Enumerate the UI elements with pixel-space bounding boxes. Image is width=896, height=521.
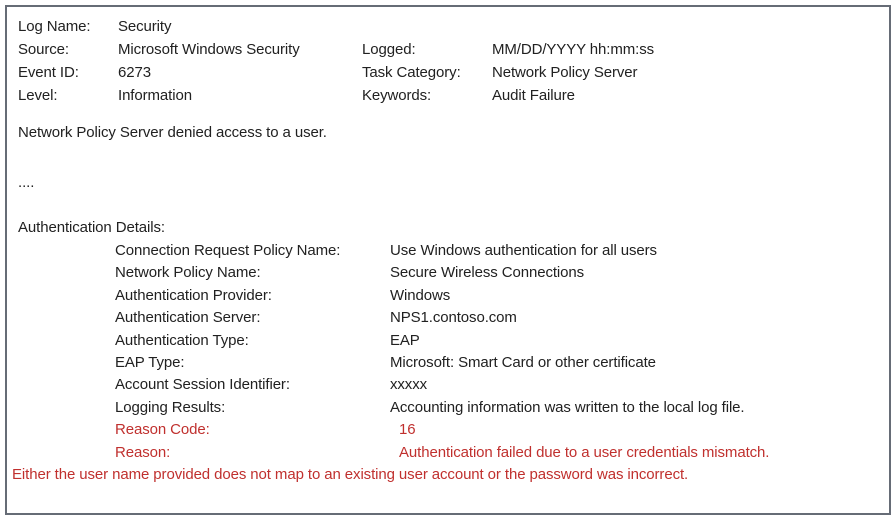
level-value: Information xyxy=(118,87,192,104)
ellipsis-text: .... xyxy=(18,174,35,191)
detail-value: Windows xyxy=(390,286,451,304)
event-description: Network Policy Server denied access to a user. xyxy=(18,124,327,141)
detail-row-reason xyxy=(18,442,875,464)
detail-label: Network Policy Name: xyxy=(115,264,261,282)
keywords-label: Keywords: xyxy=(362,87,432,104)
reason-label: Reason: xyxy=(115,443,171,461)
detail-row-authentication-provider xyxy=(18,285,875,307)
detail-row-eap-type xyxy=(18,352,875,374)
log-name-row xyxy=(18,15,875,38)
event-log-frame xyxy=(5,5,891,515)
logged-label: Logged: xyxy=(362,41,416,58)
detail-label: Authentication Server: xyxy=(115,309,261,327)
logged-value: MM/DD/YYYY hh:mm:ss xyxy=(492,41,655,58)
detail-row-connection-request-policy xyxy=(18,240,875,262)
event-id-label: Event ID: xyxy=(18,64,79,81)
source-label: Source: xyxy=(18,41,69,58)
level-row xyxy=(18,84,875,107)
log-name-label: Log Name: xyxy=(18,18,91,35)
source-row xyxy=(18,38,875,61)
detail-label: Connection Request Policy Name: xyxy=(115,242,341,259)
header-empty-label xyxy=(362,15,492,38)
reason-continuation-text: Either the user name provided does not map to an existing user account or the password was incorrect. xyxy=(12,466,689,484)
authentication-details-title: Authentication Details: xyxy=(18,219,165,236)
detail-row-authentication-server xyxy=(18,307,875,329)
detail-label: Authentication Type: xyxy=(115,331,249,349)
event-header xyxy=(18,15,875,107)
detail-row-logging-results xyxy=(18,397,875,419)
reason-code-label: Reason Code: xyxy=(115,421,210,439)
level-label: Level: xyxy=(18,87,58,104)
task-category-value: Network Policy Server xyxy=(492,64,638,81)
detail-row-authentication-type xyxy=(18,330,875,352)
detail-row-network-policy-name xyxy=(18,262,875,284)
detail-value: Secure Wireless Connections xyxy=(390,264,585,282)
detail-label: Logging Results: xyxy=(115,398,226,416)
detail-value: Accounting information was written to the local log file. xyxy=(390,398,745,416)
task-category-label: Task Category: xyxy=(362,64,461,81)
reason-value: Authentication failed due to a user credentials mismatch. xyxy=(399,443,770,461)
event-id-row xyxy=(18,61,875,84)
keywords-value: Audit Failure xyxy=(492,87,575,104)
detail-label: Authentication Provider: xyxy=(115,286,272,304)
log-name-value: Security xyxy=(118,18,172,35)
event-id-value: 6273 xyxy=(118,64,151,81)
detail-label: EAP Type: xyxy=(115,354,185,372)
reason-code-value: 16 xyxy=(399,421,416,439)
detail-value: Use Windows authentication for all users xyxy=(390,242,657,259)
detail-row-account-session-identifier xyxy=(18,374,875,396)
detail-value: xxxxx xyxy=(390,376,428,394)
source-value: Microsoft Windows Security xyxy=(118,41,300,58)
detail-row-reason-code xyxy=(18,419,875,441)
detail-label: Account Session Identifier: xyxy=(115,376,290,394)
authentication-details-list xyxy=(18,240,875,464)
header-empty-value xyxy=(492,15,875,38)
detail-value: Microsoft: Smart Card or other certificate xyxy=(390,354,656,372)
detail-value: EAP xyxy=(390,331,420,349)
detail-value: NPS1.contoso.com xyxy=(390,309,517,327)
